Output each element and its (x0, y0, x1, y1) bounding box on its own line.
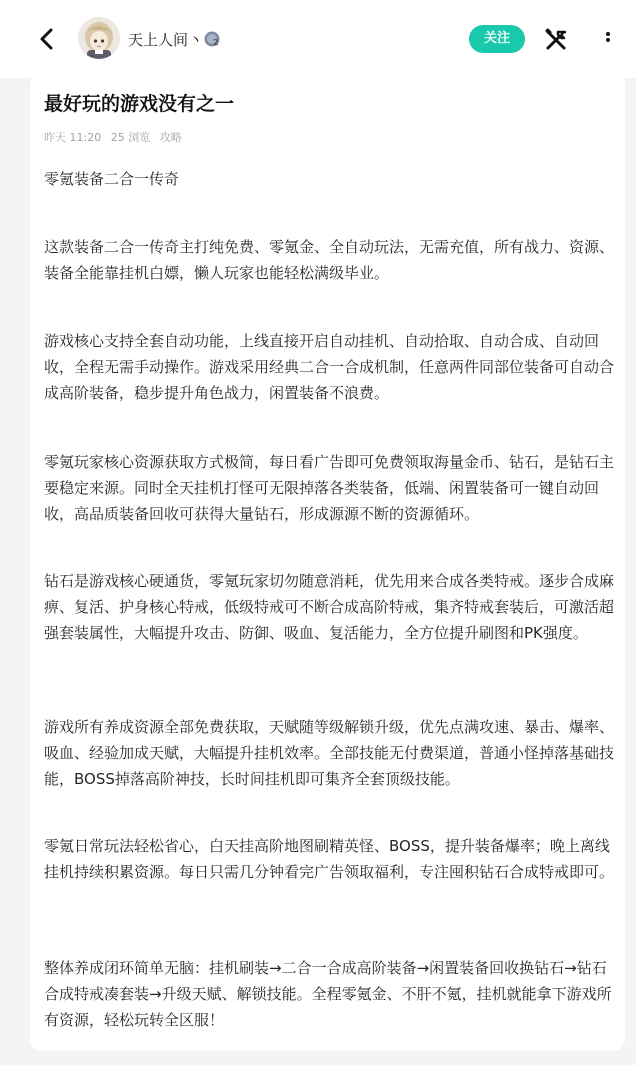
follow-button[interactable]: 关注 (469, 25, 525, 53)
more-button[interactable] (598, 27, 618, 51)
post-paragraph: 这款装备二合一传奇主打纯免费、零氪金、全自动玩法，无需充值，所有战力、资源、装备全能靠挂机白嫖，懒人玩家也能轻松满级毕业。 (44, 238, 615, 282)
post-meta (44, 129, 188, 145)
tools-button[interactable] (543, 27, 569, 53)
post-paragraph: 零氪日常玩法轻松省心，白天挂高阶地图刷精英怪、BOSS，提升装备爆率；晚上离线挂机持续积累资源。每日只需几分钟看完广告领取福利，专注囤积钻石合成特戒即可。 (44, 837, 615, 881)
post-card (30, 72, 625, 1051)
top-bar (0, 0, 636, 78)
avatar[interactable] (78, 17, 120, 59)
post-paragraph: 零氪玩家核心资源获取方式极简，每日看广告即可免费领取海量金币、钻石，是钻石主要稳定来源。同时全天挂机打怪可无限掉落各类装备，低端、闲置装备可一键自动回收，高品质装备回收可获得大量钻石，形成源源不断的资源循环。 (44, 453, 615, 523)
svg-text:2: 2 (213, 38, 219, 47)
more-vertical-icon (598, 27, 618, 51)
post-title: 最好玩的游戏没有之一 (44, 93, 235, 115)
post-paragraph: 游戏核心支持全套自动功能，上线直接开启自动挂机、自动拾取、自动合成、自动回收，全程无需手动操作。游戏采用经典二合一合成机制，任意两件同部位装备可自动合成高阶装备，稳步提升角色战力，闲置装备不浪费。 (44, 332, 615, 402)
avatar-image (78, 17, 120, 59)
post-category[interactable]: 攻略 (159, 131, 182, 144)
post-time: 昨天 11:20 (44, 131, 102, 144)
post-views: 25 浏览 (110, 131, 151, 144)
tools-icon (543, 27, 569, 53)
username[interactable]: 天上人间丶 (128, 31, 204, 49)
back-button[interactable] (36, 26, 60, 52)
post-paragraph: 游戏所有养成资源全部免费获取，天赋随等级解锁升级，优先点满攻速、暴击、爆率、吸血、经验加成天赋，大幅提升挂机效率。全部技能无付费渠道，普通小怪掉落基础技能，BOSS掉落高阶神技，长时间挂机即可集齐全套顶级技能。 (44, 718, 615, 788)
post-paragraph: 钻石是游戏核心硬通货，零氪玩家切勿随意消耗，优先用来合成各类特戒。逐步合成麻痹、复活、护身核心特戒，低级特戒可不断合成高阶特戒，集齐特戒套装后，可激活超强套装属性，大幅提升攻击、防御、吸血、复活能力，全方位提升刷图和PK强度。 (44, 572, 615, 642)
post-paragraph: 整体养成闭环简单无脑：挂机刷装→二合一合成高阶装备→闲置装备回收换钻石→钻石合成特戒凑套装→升级天赋、解锁技能。全程零氪金、不肝不氪，挂机就能拿下游戏所有资源，轻松玩转全区服！ (44, 959, 612, 1029)
level-badge-icon (203, 30, 221, 48)
post-paragraph: 零氪装备二合一传奇 (44, 170, 180, 188)
chevron-left-icon (36, 26, 60, 52)
